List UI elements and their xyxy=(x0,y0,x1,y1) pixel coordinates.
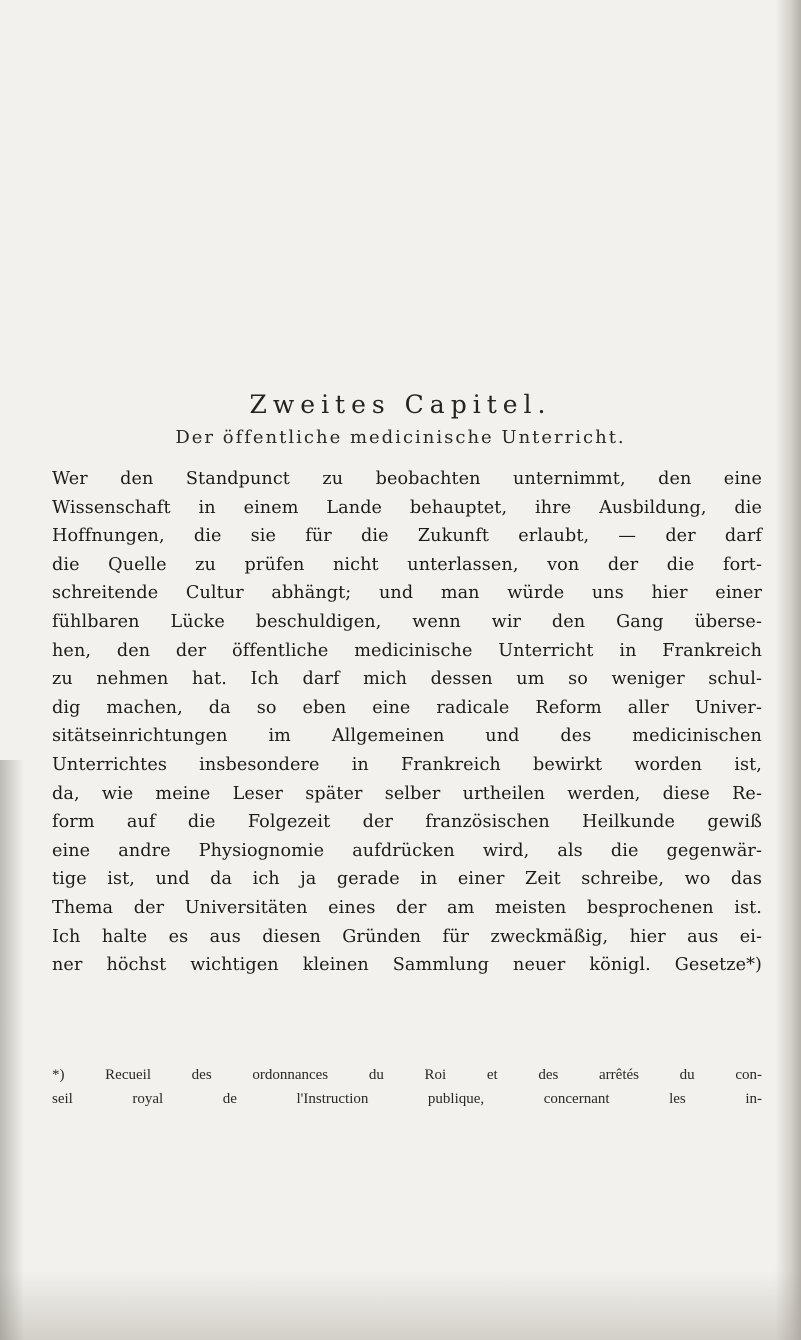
text-line: zu nehmen hat. Ich darf mich dessen um so weniger schul- xyxy=(52,669,762,690)
section-heading: Der öffentliche medicinische Unterricht. xyxy=(175,427,626,448)
text-line: fühlbaren Lücke beschuldigen, wenn wir den Gang überse- xyxy=(52,611,762,632)
text-line: Hoffnungen, die sie für die Zukunft erlaubt, — der darf xyxy=(52,526,762,547)
text-line: Ich halte es aus diesen Gründen für zweckmäßig, hier aus ei- xyxy=(52,926,762,947)
text-line: eine andre Physiognomie aufdrücken wird, als die gegenwär- xyxy=(52,840,762,861)
text-line: tige ist, und da ich ja gerade in einer Zeit schreibe, wo das xyxy=(52,869,762,890)
text-line: sitätseinrichtungen im Allgemeinen und des medicinischen xyxy=(52,726,762,747)
text-line: Unterrichtes insbesondere in Frankreich bewirkt worden ist, xyxy=(52,754,762,775)
page-bottom-shadow xyxy=(0,1270,801,1340)
text-line: hen, den der öffentliche medicinische Unterricht in Frankreich xyxy=(52,640,762,661)
text-line: die Quelle zu prüfen nicht unterlassen, von der die fort- xyxy=(52,554,762,575)
footnote-line: seil royal de l'Instruction publique, concernant les in- xyxy=(52,1091,762,1107)
text-line: Wissenschaft in einem Lande behauptet, ihre Ausbildung, die xyxy=(52,497,762,518)
text-line: dig machen, da so eben eine radicale Reform aller Univer- xyxy=(52,697,762,718)
footnote xyxy=(52,1063,762,1111)
page-left-bleed xyxy=(0,760,24,1340)
text-line: da, wie meine Leser später selber urtheilen werden, diese Re- xyxy=(52,783,762,804)
text-line: ner höchst wichtigen kleinen Sammlung neuer königl. Gesetze*) xyxy=(52,955,762,976)
chapter-heading: Zweites Capitel. xyxy=(249,390,552,419)
page-edge-shadow xyxy=(775,0,801,1340)
text-line: schreitende Cultur abhängt; und man würde uns hier einer xyxy=(52,583,762,604)
text-line: Wer den Standpunct zu beobachten unternimmt, den eine xyxy=(52,469,762,489)
footnote-line: *) Recueil des ordonnances du Roi et des arrêtés du con- xyxy=(52,1067,762,1083)
text-line: form auf die Folgezeit der französischen Heilkunde gewiß xyxy=(52,812,762,833)
body-text xyxy=(52,465,762,980)
text-line: Thema der Universitäten eines der am meisten besprochenen ist. xyxy=(52,897,762,918)
